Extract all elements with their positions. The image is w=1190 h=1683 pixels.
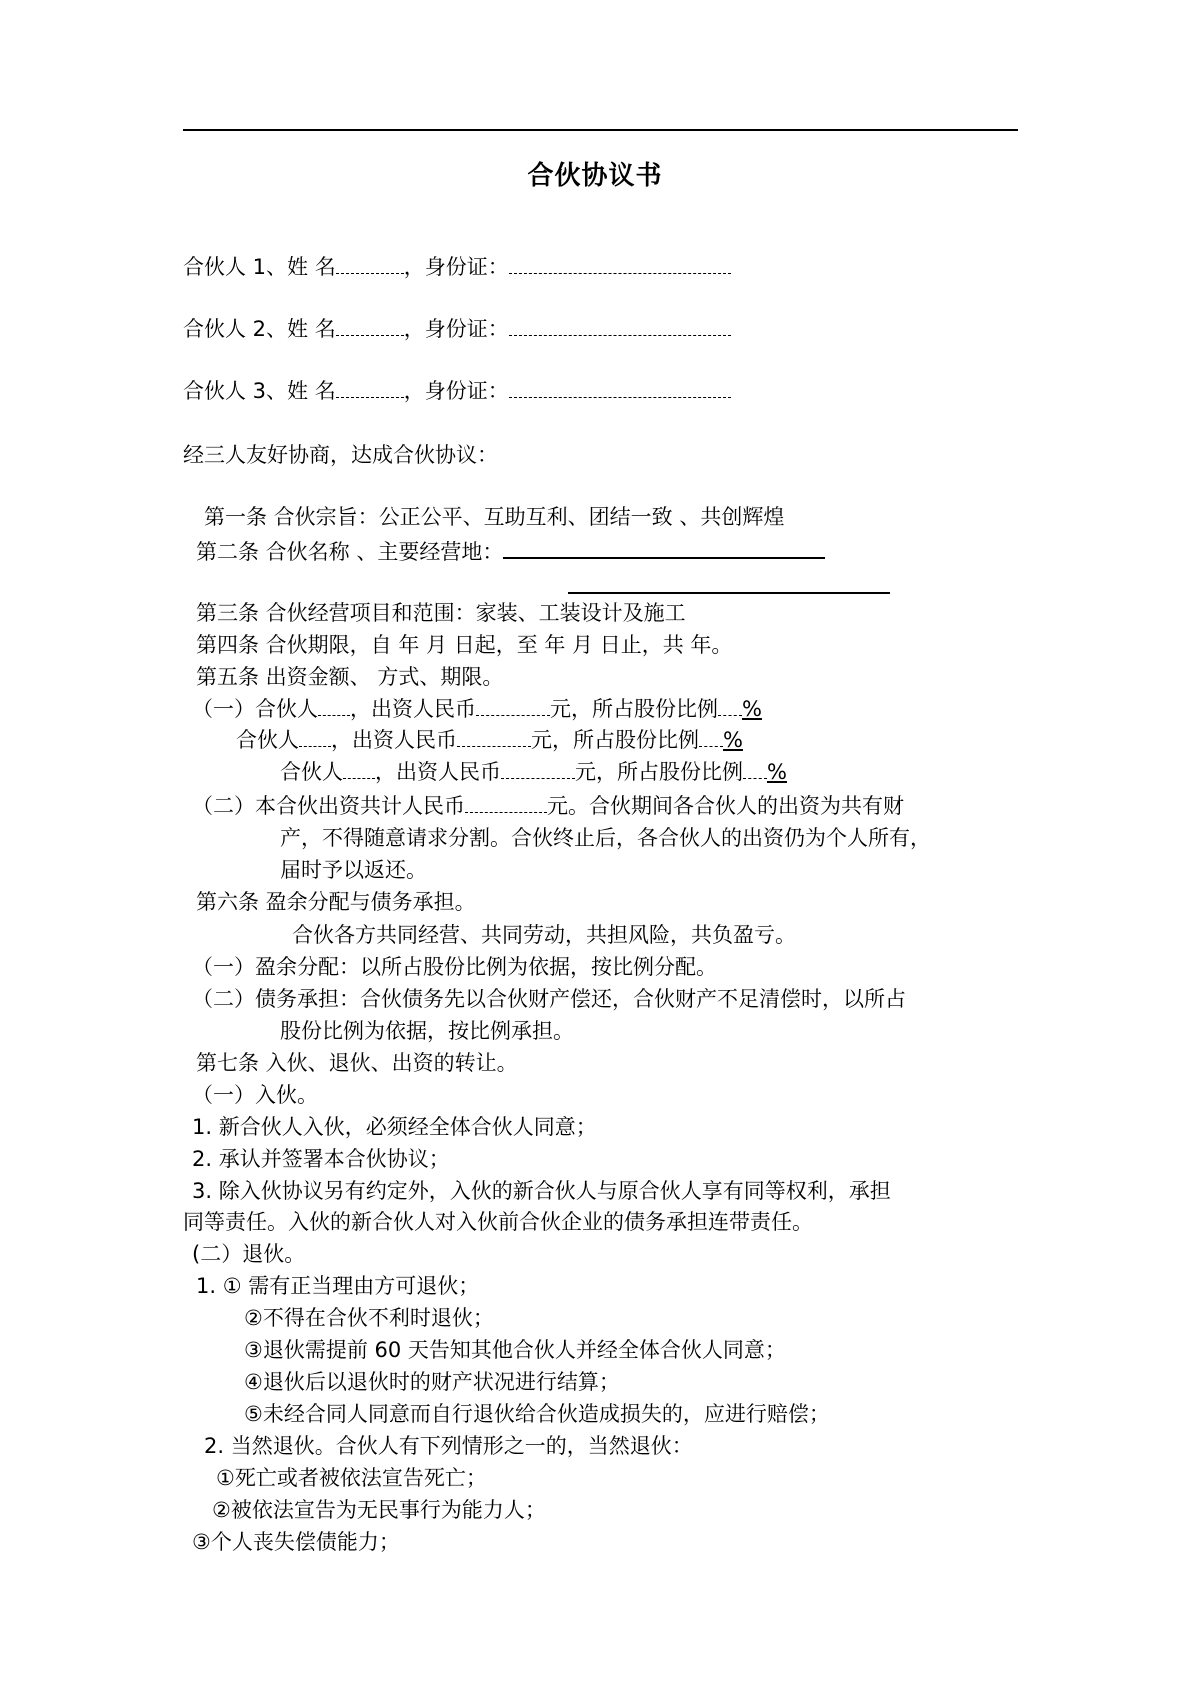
inv-3-amount-blank bbox=[501, 758, 575, 779]
inv-2-mid: ，出资人民币 bbox=[331, 728, 457, 752]
article-6-intro: 合伙各方共同经营、共同劳动，共担风险，共负盈亏。 bbox=[292, 923, 796, 947]
inv-1-label: （一）合伙人 bbox=[192, 697, 318, 721]
quit-item-3: ③退伙需提前 60 天告知其他合伙人并经全体合伙人同意； bbox=[244, 1338, 786, 1362]
inv-1-percent: % bbox=[742, 697, 762, 721]
inv-1-partner-blank bbox=[318, 695, 350, 716]
inv-1-mid: ，出资人民币 bbox=[350, 697, 476, 721]
inv-2-amount-blank bbox=[457, 726, 531, 747]
inv-2-label: 合伙人 bbox=[236, 728, 299, 752]
partner-3-line bbox=[183, 377, 731, 405]
partner-1-id-blank bbox=[509, 253, 731, 274]
inv-3-ratio-blank bbox=[743, 758, 767, 779]
article-1: 第一条 合伙宗旨：公正公平、互助互利、团结一致 、共创辉煌 bbox=[204, 505, 785, 529]
inv-3-label: 合伙人 bbox=[280, 760, 343, 784]
inv-3-partner-blank bbox=[343, 758, 375, 779]
article-2 bbox=[196, 535, 825, 566]
inv-1-mid2: 元，所占股份比例 bbox=[550, 697, 718, 721]
article-2-text: 第二条 合伙名称 、主要经营地： bbox=[196, 540, 504, 564]
partner-3-id-label: ，身份证： bbox=[403, 379, 509, 403]
partner-2-id-label: ，身份证： bbox=[403, 317, 509, 341]
total-investment-text: 元。合伙期间各合伙人的出资为共有财 bbox=[547, 794, 904, 818]
article-6-item-2: （二）债务承担：合伙债务先以合伙财产偿还，合伙财产不足清偿时，以所占 bbox=[192, 987, 906, 1011]
auto-quit-item-3: ③个人丧失偿债能力； bbox=[192, 1530, 400, 1554]
partner-2-line bbox=[183, 315, 731, 343]
partner-3-label: 合伙人 3、姓 名 bbox=[183, 379, 336, 403]
inv-3-mid: ，出资人民币 bbox=[375, 760, 501, 784]
quit-item-5: ⑤未经合同人同意而自行退伙给合伙造成损失的，应进行赔偿； bbox=[244, 1402, 830, 1426]
investment-row-2 bbox=[236, 726, 743, 754]
article-6-item-2-cont: 股份比例为依据，按比例承担。 bbox=[280, 1019, 574, 1043]
partner-2-id-blank bbox=[509, 315, 731, 336]
article-4: 第四条 合伙期限，自 年 月 日起，至 年 月 日止，共 年。 bbox=[196, 633, 733, 657]
auto-quit-heading: 2. 当然退伙。合伙人有下列情形之一的，当然退伙： bbox=[204, 1434, 693, 1458]
partner-3-id-blank bbox=[509, 377, 731, 398]
join-heading: （一）入伙。 bbox=[192, 1083, 318, 1107]
join-item-1: 1. 新合伙人入伙，必须经全体合伙人同意； bbox=[192, 1115, 597, 1139]
intro-text: 经三人友好协商，达成合伙协议： bbox=[183, 443, 498, 467]
partner-1-name-blank bbox=[336, 253, 404, 274]
quit-item-1: 1. ① 需有正当理由方可退伙； bbox=[196, 1274, 480, 1298]
join-item-3-cont: 同等责任。入伙的新合伙人对入伙前合伙企业的债务承担连带责任。 bbox=[183, 1210, 813, 1234]
join-item-3: 3. 除入伙协议另有约定外，入伙的新合伙人与原合伙人享有同等权利，承担 bbox=[192, 1179, 891, 1203]
inv-2-percent: % bbox=[723, 728, 743, 752]
investment-row-3 bbox=[280, 758, 787, 786]
quit-item-2: ②不得在合伙不利时退伙； bbox=[244, 1306, 494, 1330]
inv-1-ratio-blank bbox=[718, 695, 742, 716]
total-investment-line bbox=[192, 792, 904, 820]
article-3: 第三条 合伙经营项目和范围：家装、工装设计及施工 bbox=[196, 601, 686, 625]
address-blank-2 bbox=[568, 570, 890, 594]
inv-2-ratio-blank bbox=[699, 726, 723, 747]
article-7: 第七条 入伙、退伙、出资的转让。 bbox=[196, 1051, 518, 1075]
article-6: 第六条 盈余分配与债务承担。 bbox=[196, 890, 476, 914]
header-rule bbox=[183, 129, 1018, 131]
partner-2-label: 合伙人 2、姓 名 bbox=[183, 317, 336, 341]
total-investment-cont-2: 届时予以返还。 bbox=[280, 858, 427, 882]
article-6-item-1: （一）盈余分配：以所占股份比例为依据，按比例分配。 bbox=[192, 955, 717, 979]
article-2-cont bbox=[568, 570, 890, 601]
partner-3-name-blank bbox=[336, 377, 404, 398]
address-blank-1 bbox=[503, 535, 825, 559]
partner-1-id-label: ，身份证： bbox=[403, 255, 509, 279]
total-investment-label: （二）本合伙出资共计人民币 bbox=[192, 794, 465, 818]
total-amount-blank bbox=[465, 792, 547, 813]
quit-heading: (二）退伙。 bbox=[192, 1242, 306, 1266]
quit-item-4: ④退伙后以退伙时的财产状况进行结算； bbox=[244, 1370, 620, 1394]
auto-quit-item-2: ②被依法宣告为无民事行为能力人； bbox=[212, 1498, 546, 1522]
investment-row-1 bbox=[192, 695, 762, 723]
inv-1-amount-blank bbox=[476, 695, 550, 716]
inv-3-percent: % bbox=[767, 760, 787, 784]
inv-2-mid2: 元，所占股份比例 bbox=[531, 728, 699, 752]
document-title: 合伙协议书 bbox=[527, 161, 663, 191]
join-item-2: 2. 承认并签署本合伙协议； bbox=[192, 1147, 450, 1171]
partner-1-label: 合伙人 1、姓 名 bbox=[183, 255, 336, 279]
inv-3-mid2: 元，所占股份比例 bbox=[575, 760, 743, 784]
partner-1-line bbox=[183, 253, 731, 281]
auto-quit-item-1: ①死亡或者被依法宣告死亡； bbox=[216, 1466, 487, 1490]
partner-2-name-blank bbox=[336, 315, 404, 336]
article-5: 第五条 出资金额、 方式、期限。 bbox=[196, 665, 504, 689]
total-investment-cont-1: 产，不得随意请求分割。合伙终止后，各合伙人的出资仍为个人所有， bbox=[280, 826, 931, 850]
inv-2-partner-blank bbox=[299, 726, 331, 747]
